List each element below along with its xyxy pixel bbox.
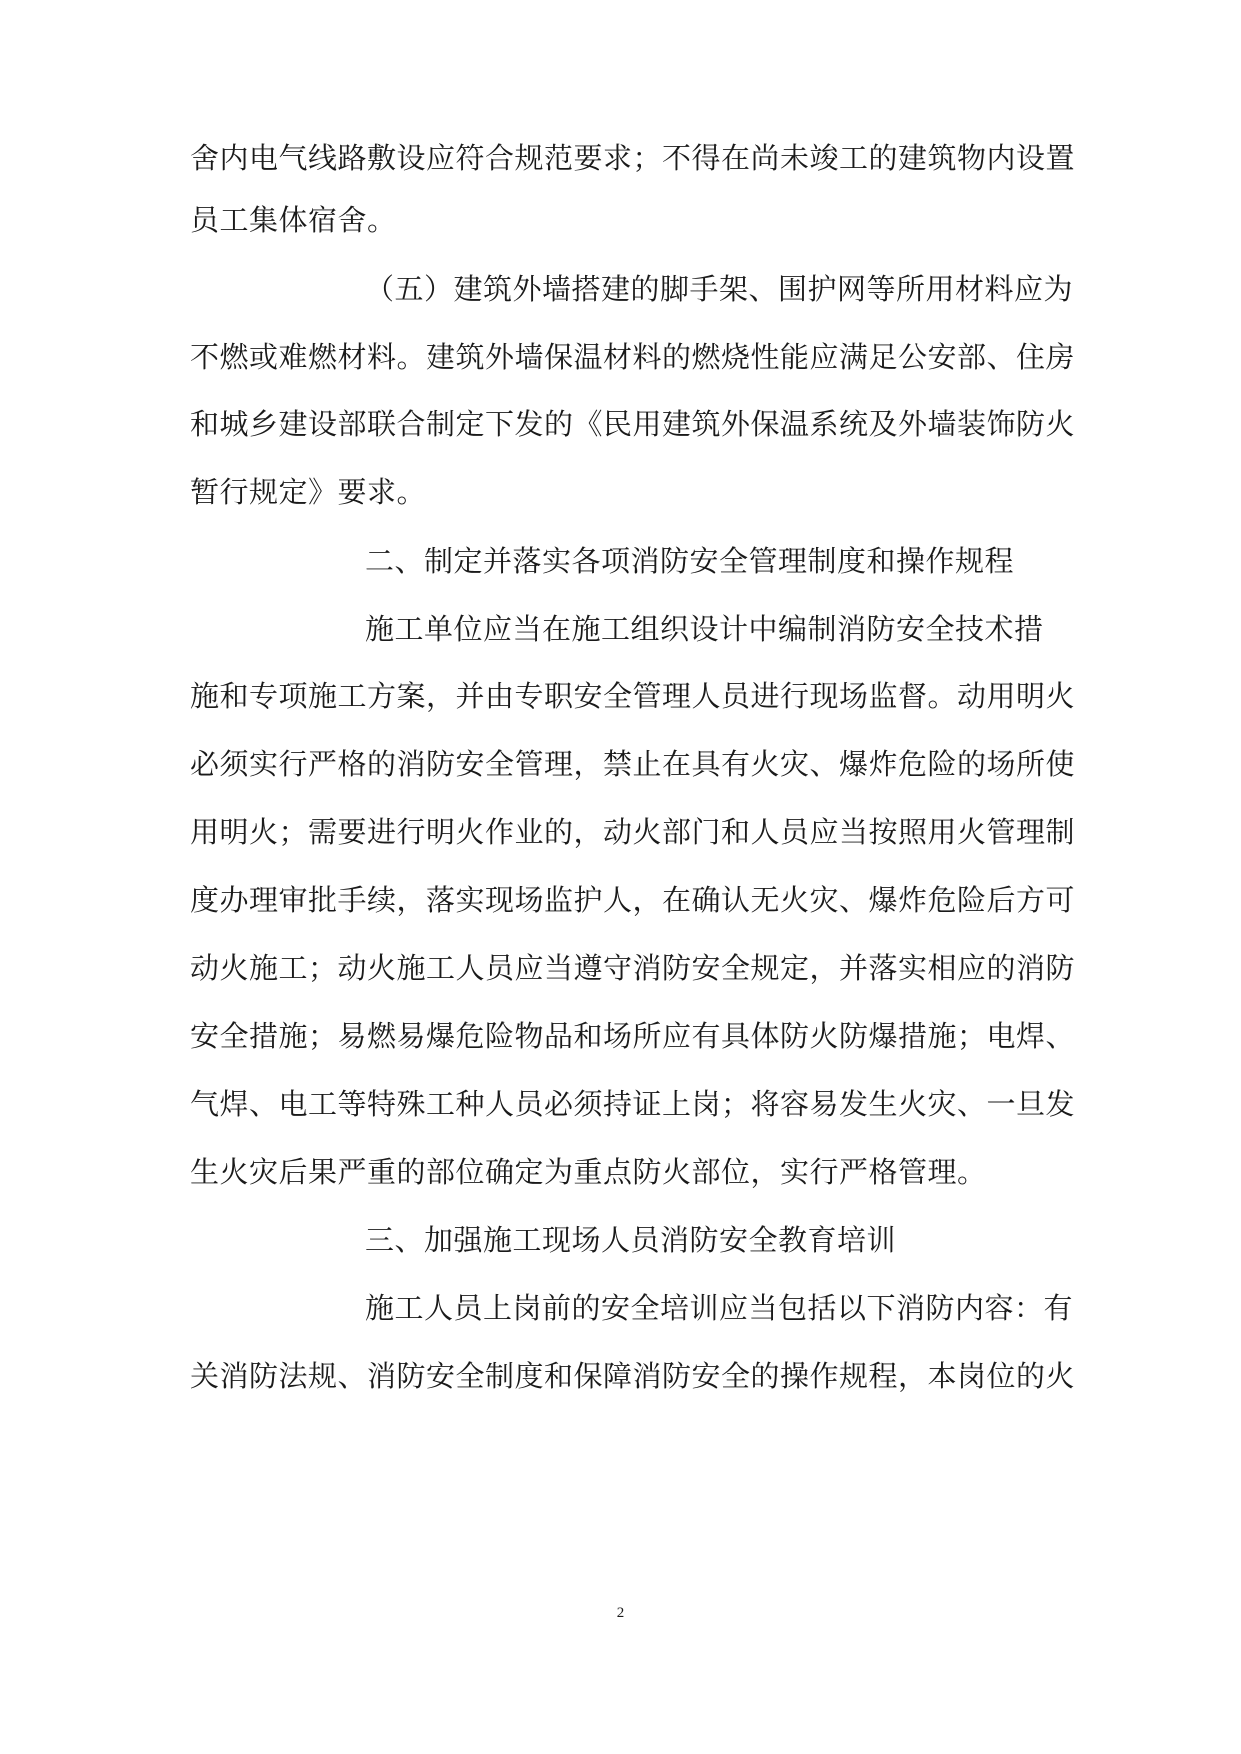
text-line: 必须实行严格的消防安全管理，禁止在具有火灾、爆炸危险的场所使: [190, 747, 1076, 781]
text-line: 安全措施；易燃易爆危险物品和场所应有具体防火防爆措施；电焊、: [190, 1019, 1076, 1053]
text-line: 暂行规定》要求。: [190, 475, 427, 509]
text-line: 施和专项施工方案，并由专职安全管理人员进行现场监督。动用明火: [190, 679, 1076, 713]
text-line: 度办理审批手续，落实现场监护人，在确认无火灾、爆炸危险后方可: [190, 883, 1076, 917]
text-line: 气焊、电工等特殊工种人员必须持证上岗；将容易发生火灾、一旦发: [190, 1087, 1076, 1121]
section-heading: 三、加强施工现场人员消防安全教育培训: [365, 1223, 897, 1257]
text-line-indented: 施工人员上岗前的安全培训应当包括以下消防内容：有: [365, 1291, 1074, 1325]
text-line: 不燃或难燃材料。建筑外墙保温材料的燃烧性能应满足公安部、住房: [190, 340, 1076, 374]
text-line: 生火灾后果严重的部位确定为重点防火部位，实行严格管理。: [190, 1155, 987, 1189]
text-line-indented: （五）建筑外墙搭建的脚手架、围护网等所用材料应为: [365, 272, 1074, 306]
text-line: 用明火；需要进行明火作业的，动火部门和人员应当按照用火管理制: [190, 815, 1076, 849]
text-line: 关消防法规、消防安全制度和保障消防安全的操作规程，本岗位的火: [190, 1359, 1076, 1393]
text-line-indented: 施工单位应当在施工组织设计中编制消防安全技术措: [365, 612, 1044, 646]
text-line: 舍内电气线路敷设应符合规范要求；不得在尚未竣工的建筑物内设置: [190, 141, 1076, 175]
text-line: 员工集体宿舍。: [190, 203, 397, 237]
section-heading: 二、制定并落实各项消防安全管理制度和操作规程: [365, 544, 1015, 578]
page-number: 2: [616, 1605, 625, 1621]
text-line: 和城乡建设部联合制定下发的《民用建筑外保温系统及外墙装饰防火: [190, 407, 1076, 441]
text-line: 动火施工；动火施工人员应当遵守消防安全规定，并落实相应的消防: [190, 951, 1076, 985]
